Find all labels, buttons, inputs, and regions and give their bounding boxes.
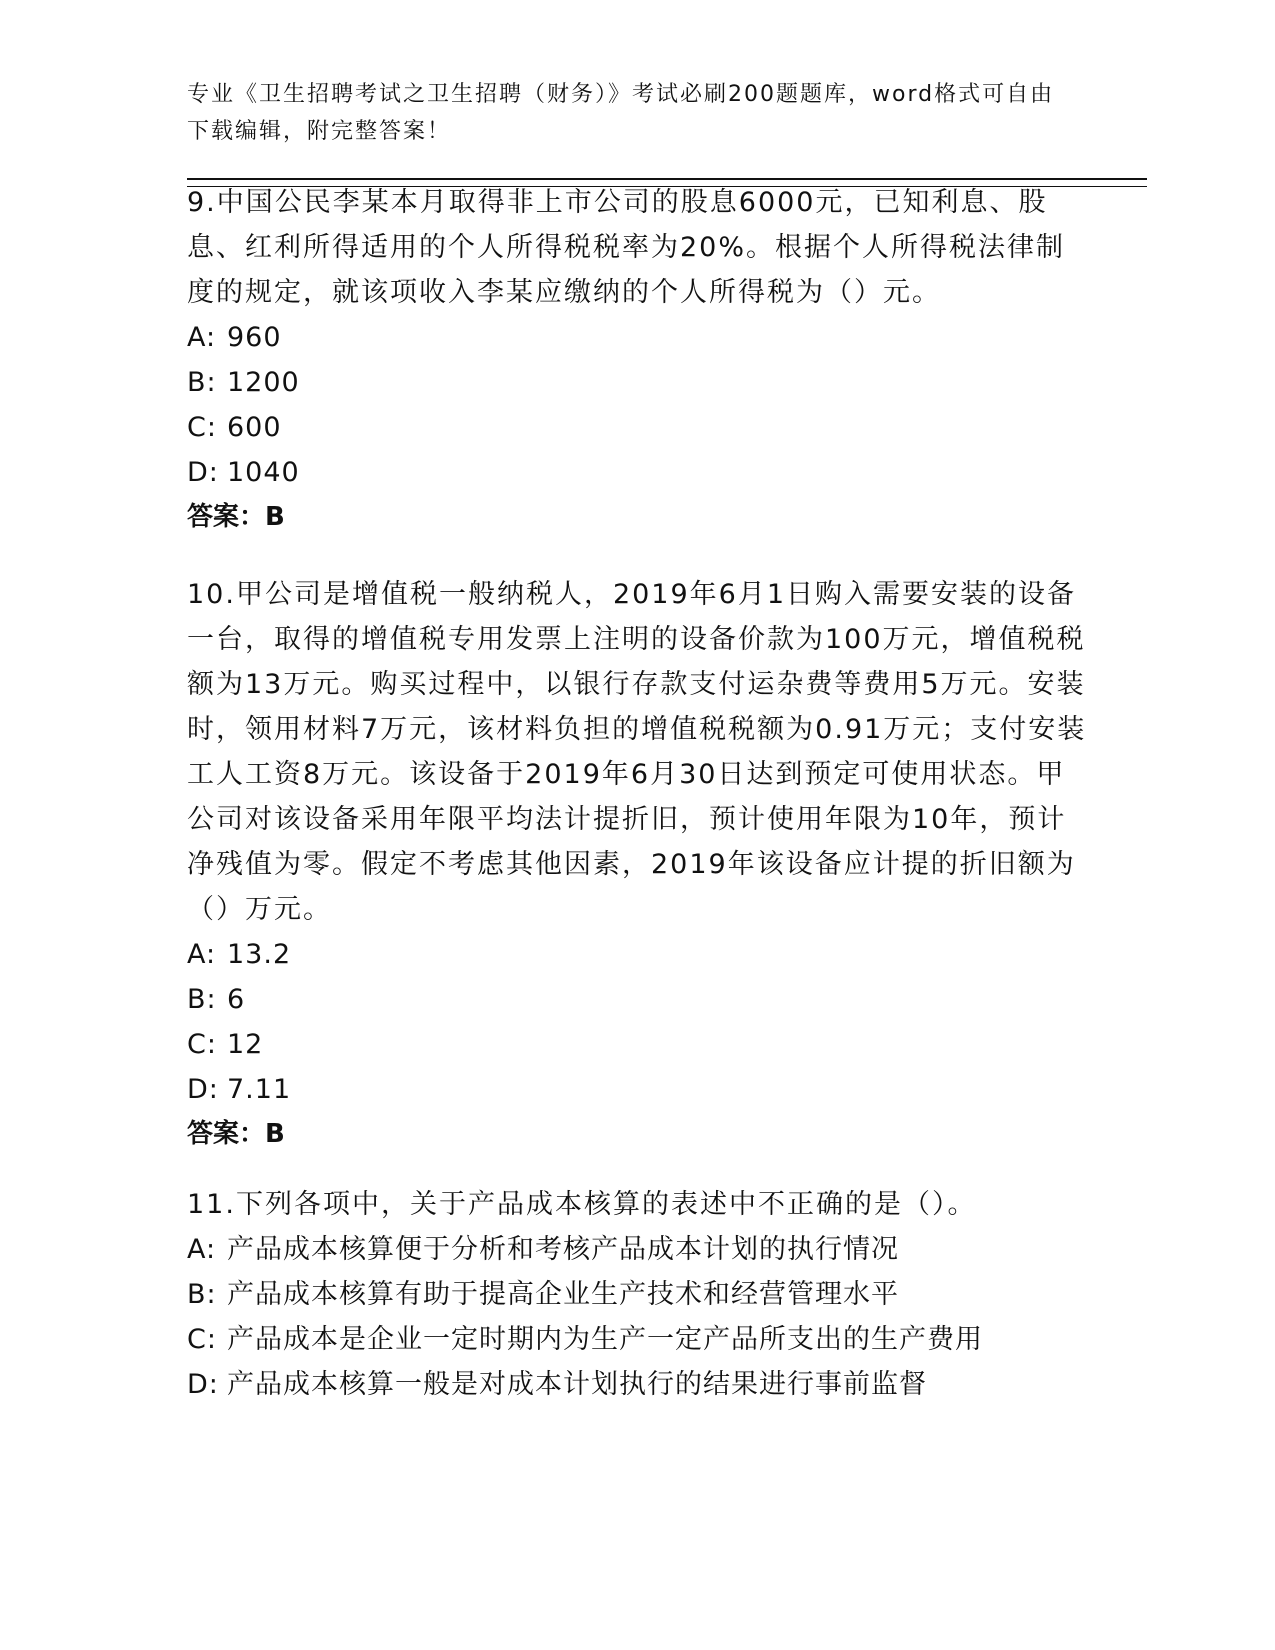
option-label: D: bbox=[187, 1369, 219, 1400]
option-text: 600 bbox=[227, 412, 282, 443]
question-stem: 9.中国公民李某本月取得非上市公司的股息6000元，已知利息、股息、红利所得适用的个人所得税税率为20%。根据个人所得税法律制度的规定，就该项收入李某应缴纳的个人所得税为（）元。 bbox=[187, 187, 1066, 308]
option-b bbox=[187, 977, 1087, 1022]
option-label: A: bbox=[187, 322, 217, 353]
option-c bbox=[187, 1317, 1087, 1362]
option-label: B: bbox=[187, 1279, 217, 1310]
option-label: A: bbox=[187, 1234, 217, 1265]
option-label: B: bbox=[187, 367, 217, 398]
option-b bbox=[187, 360, 1087, 405]
option-c bbox=[187, 405, 1087, 450]
option-label: C: bbox=[187, 1324, 217, 1355]
document-header: 专业《卫生招聘考试之卫生招聘（财务）》考试必刷200题题库，word格式可自由下载编辑，附完整答案！ bbox=[187, 82, 1055, 144]
option-text: 1200 bbox=[227, 367, 300, 398]
option-c bbox=[187, 1022, 1087, 1067]
option-text: 13.2 bbox=[227, 939, 292, 970]
answer-line: 答案：B bbox=[187, 502, 285, 532]
option-text: 产品成本核算有助于提高企业生产技术和经营管理水平 bbox=[227, 1279, 899, 1310]
option-a bbox=[187, 932, 1087, 977]
option-text: 产品成本核算便于分析和考核产品成本计划的执行情况 bbox=[227, 1234, 899, 1265]
question-10 bbox=[187, 572, 1087, 1157]
option-label: D: bbox=[187, 1074, 219, 1105]
question-stem: 10.甲公司是增值税一般纳税人，2019年6月1日购入需要安装的设备一台，取得的增值税专用发票上注明的设备价款为100万元，增值税税额为13万元。购买过程中，以银行存款支付运杂费等费用5万元。安装时，领用材料7万元，该材料负担的增值税税额为0.91万元；支付安装工人工资8万元。该设备于2019年6月30日达到预定可使用状态。甲公司对该设备采用年限平均法计提折旧，预计使用年限为10年，预计净残值为零。假定不考虑其他因素，2019年该设备应计提的折旧额为（）万元。 bbox=[187, 579, 1087, 925]
option-text: 产品成本核算一般是对成本计划执行的结果进行事前监督 bbox=[227, 1369, 927, 1400]
option-text: 1040 bbox=[227, 457, 300, 488]
answer-line: 答案：B bbox=[187, 1119, 285, 1149]
option-label: A: bbox=[187, 939, 217, 970]
option-label: C: bbox=[187, 412, 217, 443]
option-a bbox=[187, 315, 1087, 360]
option-text: 产品成本是企业一定时期内为生产一定产品所支出的生产费用 bbox=[227, 1324, 983, 1355]
option-label: B: bbox=[187, 984, 217, 1015]
option-d bbox=[187, 1362, 1087, 1407]
question-stem: 11.下列各项中，关于产品成本核算的表述中不正确的是（）。 bbox=[187, 1189, 977, 1220]
option-b bbox=[187, 1272, 1087, 1317]
question-11 bbox=[187, 1182, 1087, 1407]
question-9 bbox=[187, 180, 1087, 540]
option-d bbox=[187, 450, 1087, 495]
option-text: 6 bbox=[227, 984, 246, 1015]
option-label: D: bbox=[187, 457, 219, 488]
option-text: 960 bbox=[227, 322, 282, 353]
option-text: 12 bbox=[227, 1029, 264, 1060]
option-a bbox=[187, 1227, 1087, 1272]
option-text: 7.11 bbox=[227, 1074, 292, 1105]
option-d bbox=[187, 1067, 1087, 1112]
option-label: C: bbox=[187, 1029, 217, 1060]
